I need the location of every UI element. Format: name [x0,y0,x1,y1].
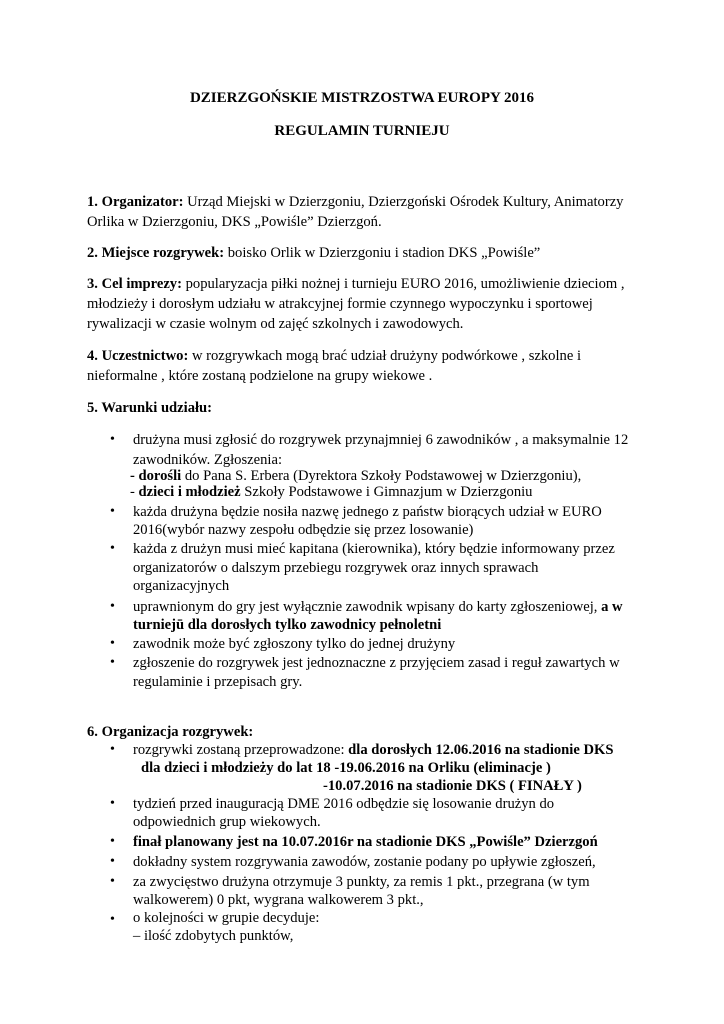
s6-b3-bold: finał planowany jest na 10.07.2016r na stadionie DKS „Powiśle” Dzierzgoń [133,834,598,850]
s6-b1-bold2: dla dzieci i młodzieży do lat 18 -19.06.2016 na Orliku (eliminacje ) [141,760,551,776]
section-3-line1: popularyzacja piłki nożnej i turnieju EURO 2016, umożliwienie dzieciom , [181,276,625,292]
section-4-label: 4. Uczestnictwo: [87,348,189,364]
section-3-label: 3. Cel imprezy: [87,276,182,292]
s5-b3-line3: organizacyjnych [133,578,230,594]
s6-b1-text: rozgrywki zostaną przeprowadzone: [133,742,349,758]
s5-b4-line2 [133,615,441,635]
s6-b1-bold1: dla dorosłych 12.06.2016 na stadionie DKS [348,742,614,758]
bullet-icon: • [110,742,115,757]
s5-b3-line1: każda z drużyn musi mieć kapitana (kierownika), który będzie informowany przez [133,541,615,557]
s6-b1-line1 [133,740,613,760]
section-4-line1: w rozgrywkach mogą brać udział drużyny podwórkowe , szkolne i [188,348,582,364]
bullet-icon: • [110,854,115,869]
s5-sub-youth-label: dzieci i młodzież [138,484,241,500]
s5-b4-line1 [133,597,623,617]
document-subtitle: REGULAMIN TURNIEJU [274,123,450,139]
s5-sub-youth [130,482,532,502]
s5-b6-line2: regulaminie i przepisach gry. [133,674,303,690]
section-2-venue [87,243,540,263]
section-1-organizer [87,192,623,212]
s5-b3-line2: organizatorów o dalszym przebiegu rozgrywek oraz innych sprawach [133,560,539,576]
s5-b6-line1: zgłoszenie do rozgrywek jest jednoznaczne z przyjęciem zasad i reguł zawartych w [133,655,620,671]
section-3-line3: rywalizacji w czasie wolnym od zajęć szkolnych i zawodowych. [87,316,464,332]
s6-b1-bold3: -10.07.2016 na stadionie DKS ( FINAŁY ) [323,778,582,794]
bullet-icon: • [110,504,115,519]
s6-b6: o kolejności w grupie decyduje: [133,910,320,926]
section-4-line2: nieformalne , które zostaną podzielone na grupy wiekowe . [87,368,433,384]
section-2-label: 2. Miejsce rozgrywek: [87,245,225,261]
bullet-icon: • [110,874,115,889]
s5-b4-bold1: a w [601,599,623,615]
bullet-icon: • [110,541,115,556]
section-2-text: boisko Orlik w Dzierzgoniu i stadion DKS „Powiśle” [224,245,541,261]
s6-b2-line1: tydzień przed inauguracją DME 2016 odbędzie się losowanie drużyn do [133,796,555,812]
section-1-line1: Urząd Miejski w Dzierzgoniu, Dzierzgoński Ośrodek Kultury, Animatorzy [183,194,624,210]
s6-b5-line1: za zwycięstwo drużyna otrzymuje 3 punkty, za remis 1 pkt., przegrana (w tym [133,874,590,890]
s6-b5-line2: walkowerem) 0 pkt, wygrana walkowerem 3 pkt., [133,892,424,908]
section-4-participation [87,346,581,366]
s5-b2-line1: każda drużyna będzie nosiła nazwę jednego z państw biorących udział w EURO [133,504,602,520]
bullet-icon: • [110,655,115,670]
s5-b4-text: uprawnionym do gry jest wyłącznie zawodnik wpisany do karty zgłoszeniowej, [133,599,602,615]
s5-b2-line2: 2016(wybór nazwy zespołu odbędzie się przez losowanie) [133,522,474,538]
s6-b1-line2 [141,758,551,778]
section-3-line2: młodzieży i dorosłym udziału w atrakcyjnej formie czynnego wypoczynku i sportowej [87,296,593,312]
bullet-icon: • [110,912,115,927]
s6-b4: dokładny system rozgrywania zawodów, zostanie podany po upływie zgłoszeń, [133,854,596,870]
s5-sub-youth-text: Szkoły Podstawowe i Gimnazjum w Dzierzgoniu [240,484,533,500]
s5-sub-adults-label: - dorośli [130,468,182,484]
section-3-goal [87,274,625,294]
section-5-heading [87,398,212,418]
s5-sub-adults-text: do Pana S. Erbera (Dyrektora Szkoły Podstawowej w Dzierzgoniu), [181,468,582,484]
section-6-label: 6. Organizacja rozgrywek: [87,724,254,740]
s6-b3 [133,832,598,852]
bullet-icon: • [110,834,115,849]
bullet-icon: • [110,432,115,447]
s6-b2-line2: odpowiednich grup wiekowych. [133,814,321,830]
section-5-label: 5. Warunki udziału: [87,400,213,416]
section-6-heading [87,722,253,742]
s5-b4-bold2: turniejū dla dorosłych tylko zawodnicy pełnoletni [133,617,442,633]
section-1-label: 1. Organizator: [87,194,184,210]
s5-sub-youth-dash: - [130,484,139,500]
document-title: DZIERZGOŃSKIE MISTRZOSTWA EUROPY 2016 [189,90,535,106]
s5-b5: zawodnik może być zgłoszony tylko do jednej drużyny [133,636,456,652]
section-1-line2: Orlika w Dzierzgoniu, DKS „Powiśle” Dzierzgoń. [87,214,382,230]
bullet-icon: • [110,636,115,651]
s6-b1-line3 [323,776,582,796]
bullet-icon: • [110,796,115,811]
s6-b6-sub: – ilość zdobytych punktów, [133,928,294,944]
bullet-icon: • [110,599,115,614]
s5-b1-line1: drużyna musi zgłosić do rozgrywek przynajmniej 6 zawodników , a maksymalnie 12 [133,432,629,448]
s5-b1-line2: zawodników. Zgłoszenia: [133,452,283,468]
